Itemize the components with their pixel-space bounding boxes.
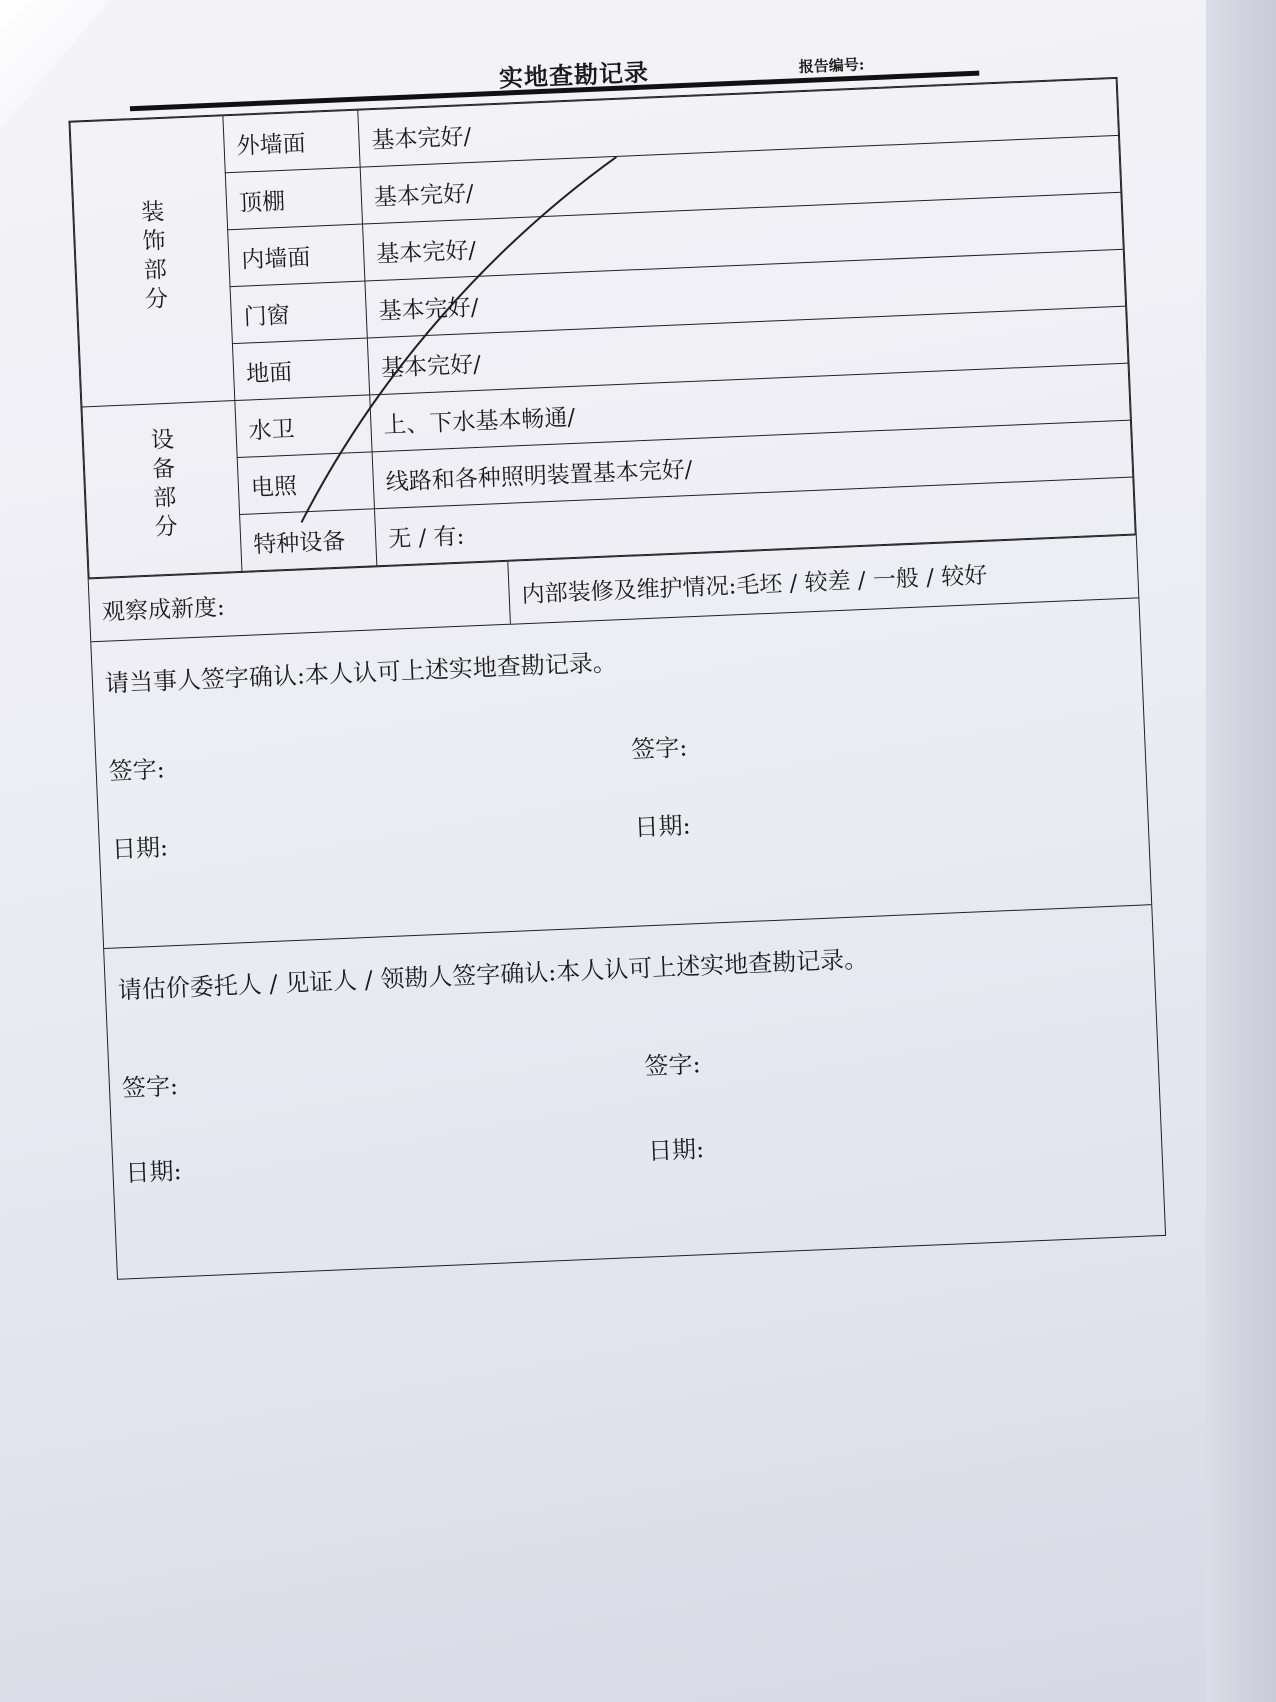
- item-label: 地面: [232, 338, 369, 401]
- maintenance-label: 内部装修及维护情况:毛坯 / 较差 / 一般 / 较好: [521, 562, 988, 608]
- survey-record-sheet: [8, 16, 1248, 1404]
- item-value: 基本完好/: [367, 306, 1128, 395]
- date-field-right[interactable]: 日期:: [633, 811, 692, 842]
- item-value: 线路和各种照明装置基本完好/: [372, 420, 1133, 509]
- item-value: 基本完好/: [363, 192, 1124, 281]
- page-title: 实地查勘记录: [498, 57, 650, 93]
- item-label: 内墙面: [228, 224, 365, 287]
- item-value: 上、下水基本畅通/: [370, 363, 1131, 452]
- sign-field-right[interactable]: 签字:: [643, 1050, 702, 1081]
- report-number-label: 报告编号:: [798, 55, 865, 77]
- date-field-left[interactable]: 日期:: [124, 1156, 183, 1188]
- newness-label: 观察成新度:: [89, 562, 511, 642]
- item-label: 门窗: [230, 281, 367, 344]
- item-value: 基本完好/: [365, 249, 1126, 338]
- client-confirm-title: 请估价委托人 / 见证人 / 领勘人签字确认:本人认可上述实地查勘记录。: [117, 945, 869, 1005]
- sign-field-right[interactable]: 签字:: [630, 733, 688, 764]
- sign-field-left[interactable]: 签字:: [121, 1072, 179, 1103]
- item-value: 基本完好/: [360, 135, 1121, 224]
- date-field-right[interactable]: 日期:: [647, 1135, 705, 1166]
- item-label: 特种设备: [240, 509, 377, 572]
- sign-field-left[interactable]: 签字:: [108, 755, 166, 786]
- inspection-table: [69, 78, 1135, 578]
- survey-form: [68, 77, 1166, 1280]
- party-confirmation-section: [91, 597, 1151, 948]
- date-field-left[interactable]: 日期:: [111, 833, 169, 864]
- item-label: 外墙面: [223, 110, 360, 173]
- decoration-group-label: 装饰部分: [70, 116, 235, 407]
- equipment-group-label: 设备部分: [82, 401, 242, 578]
- party-confirm-title: 请当事人签字确认:本人认可上述实地查勘记录。: [104, 648, 618, 698]
- item-value: 无 / 有:: [374, 477, 1135, 566]
- item-label: 水卫: [235, 395, 372, 458]
- item-value: 基本完好/: [358, 78, 1119, 167]
- item-label: 顶棚: [225, 167, 362, 230]
- item-label: 电照: [237, 452, 374, 515]
- client-confirmation-section: [104, 904, 1165, 1279]
